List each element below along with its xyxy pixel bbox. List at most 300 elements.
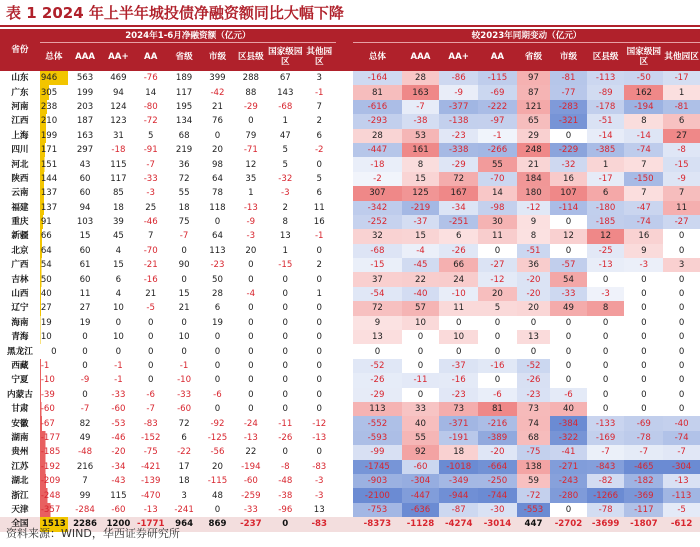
net-financing-cell: 0 <box>115 346 122 357</box>
net-financing-cell: -71 <box>243 145 258 156</box>
net-financing-cell: 17 <box>178 461 190 472</box>
net-financing-cell: 0 <box>248 317 254 328</box>
net-financing-cell: 118 <box>209 202 226 213</box>
yoy-change-cell: 0 <box>565 361 572 371</box>
net-financing-cell: 0 <box>181 317 187 328</box>
yoy-change-cell: -69 <box>624 416 663 430</box>
yoy-change-cell: 11 <box>478 229 517 243</box>
column-gap <box>336 258 353 272</box>
yoy-change-cell: 28 <box>353 129 401 143</box>
yoy-change-cell: -70 <box>478 172 517 186</box>
net-financing-cell: 0 <box>248 116 254 127</box>
table-row <box>0 114 700 128</box>
net-financing-cell: 2 <box>282 202 289 213</box>
table-row <box>0 416 700 430</box>
yoy-change-cell: -29 <box>439 157 478 171</box>
yoy-change-cell: 16 <box>624 229 663 243</box>
net-financing-cell: 36 <box>178 159 190 170</box>
net-financing-cell: -9 <box>80 375 90 386</box>
yoy-change-cell: -3014 <box>478 517 517 531</box>
net-financing-cell: -23 <box>210 260 225 271</box>
net-financing-cell: 0 <box>147 375 154 386</box>
yoy-change-cell: 55 <box>478 157 517 171</box>
net-financing-cell: -1 <box>314 231 324 242</box>
yoy-change-cell: 0 <box>530 317 537 328</box>
yoy-change-cell: 21 <box>517 157 550 171</box>
net-financing-cell: -7 <box>146 404 155 415</box>
net-financing-cell: 0 <box>316 404 322 415</box>
net-financing-cell: 90 <box>178 260 190 271</box>
column-header: 市级 <box>201 43 233 72</box>
column-gap <box>336 100 353 114</box>
net-financing-cell: 10 <box>178 332 190 343</box>
net-financing-cell: 399 <box>209 73 226 84</box>
yoy-change-cell: -98 <box>478 201 517 215</box>
section-header-2024: 2024年1-6月净融资额（亿元） <box>40 29 336 43</box>
column-gap <box>336 517 353 531</box>
yoy-change-cell: 53 <box>402 129 440 143</box>
yoy-change-cell: 73 <box>517 402 550 416</box>
net-financing-cell: -33 <box>143 173 158 184</box>
net-financing-cell: -38 <box>278 490 293 501</box>
net-financing-cell: 98 <box>211 159 223 170</box>
net-financing-cell: 144 <box>40 172 68 186</box>
column-gap <box>336 201 353 215</box>
net-financing-cell: -56 <box>210 447 225 458</box>
net-financing-cell: 117 <box>110 173 127 184</box>
yoy-change-cell: 8 <box>587 301 625 315</box>
yoy-change-cell: -753 <box>353 503 401 517</box>
yoy-change-cell: 0 <box>641 289 647 300</box>
yoy-change-cell: 0 <box>565 245 572 256</box>
yoy-change-cell: -117 <box>624 503 663 517</box>
net-financing-cell: 0 <box>316 303 322 314</box>
net-financing-cell: 72 <box>178 418 190 429</box>
net-financing-cell: 21 <box>145 289 157 300</box>
table-row <box>0 85 700 99</box>
net-financing-cell: 0 <box>316 245 322 256</box>
yoy-change-cell: 8 <box>402 157 440 171</box>
table-row <box>0 330 700 344</box>
column-gap <box>336 460 353 474</box>
net-financing-cell: 563 <box>76 73 94 84</box>
yoy-change-cell: 49 <box>550 301 587 315</box>
yoy-change-cell: -60 <box>402 460 440 474</box>
net-financing-cell: 124 <box>110 101 127 112</box>
net-financing-cell: -70 <box>143 245 158 256</box>
net-financing-cell: 31 <box>112 130 124 141</box>
yoy-change-cell: -293 <box>353 114 401 128</box>
province-cell: 新疆 <box>11 231 29 242</box>
net-financing-cell: 19 <box>211 317 223 328</box>
yoy-change-cell: -72 <box>517 488 550 502</box>
yoy-change-cell: -37 <box>439 359 478 373</box>
yoy-change-cell: 0 <box>417 332 424 343</box>
yoy-change-cell: 0 <box>565 217 572 228</box>
net-financing-cell: 0 <box>147 332 154 343</box>
column-gap <box>336 373 353 387</box>
net-financing-cell: 1513 <box>40 517 68 531</box>
yoy-change-cell: -13 <box>663 474 700 488</box>
net-financing-cell: 18 <box>178 202 190 213</box>
province-cell: 浙江 <box>11 490 29 501</box>
yoy-change-cell: 0 <box>494 245 501 256</box>
net-financing-cell: 0 <box>282 317 289 328</box>
yoy-change-cell: 121 <box>517 100 550 114</box>
yoy-change-cell: -593 <box>353 431 401 445</box>
yoy-change-cell: -944 <box>439 488 478 502</box>
yoy-change-cell: 0 <box>374 346 381 357</box>
net-financing-cell: 238 <box>40 100 68 114</box>
yoy-change-cell: 97 <box>517 71 550 85</box>
net-financing-cell: 28 <box>211 289 223 300</box>
province-cell: 贵州 <box>11 447 29 458</box>
net-financing-cell: 297 <box>76 145 94 156</box>
net-financing-cell: 288 <box>242 73 260 84</box>
yoy-change-cell: -99 <box>353 445 401 459</box>
yoy-change-cell: 28 <box>402 71 440 85</box>
net-financing-cell: -3 <box>246 231 256 242</box>
table-row <box>0 215 700 229</box>
net-financing-cell: -177 <box>40 431 68 445</box>
yoy-change-cell: -182 <box>624 474 663 488</box>
yoy-change-cell: 40 <box>402 416 440 430</box>
yoy-change-cell: -23 <box>439 388 478 402</box>
net-financing-cell: -67 <box>40 416 68 430</box>
yoy-change-cell: -6 <box>550 388 587 402</box>
column-gap <box>336 431 353 445</box>
province-cell: 重庆 <box>11 217 29 228</box>
yoy-change-cell: 36 <box>517 258 550 272</box>
net-financing-cell: 0 <box>268 517 302 531</box>
yoy-change-cell: -52 <box>353 359 401 373</box>
yoy-change-cell: 9 <box>517 215 550 229</box>
yoy-change-cell: -33 <box>550 287 587 301</box>
yoy-change-cell: 11 <box>439 301 478 315</box>
net-financing-cell: -60 <box>111 504 126 515</box>
net-financing-cell: 0 <box>181 274 187 285</box>
province-cell: 上海 <box>11 130 29 141</box>
net-financing-cell: -18 <box>111 145 126 156</box>
yoy-change-cell: -89 <box>587 85 625 99</box>
net-financing-cell: 0 <box>214 332 221 343</box>
column-header: AA+ <box>439 43 478 72</box>
column-header: 省级 <box>517 43 550 72</box>
net-financing-cell: 20 <box>211 145 223 156</box>
net-financing-cell: -194 <box>241 461 261 472</box>
yoy-change-cell: -74 <box>663 431 700 445</box>
net-financing-cell: 199 <box>76 87 94 98</box>
yoy-change-cell: -20 <box>517 287 550 301</box>
net-financing-cell: 0 <box>82 389 88 400</box>
net-financing-cell: 5 <box>282 159 289 170</box>
net-financing-cell: 64 <box>211 231 223 242</box>
yoy-change-cell: -612 <box>663 517 700 531</box>
net-financing-cell: 85 <box>112 188 124 199</box>
net-financing-cell: -48 <box>78 447 93 458</box>
yoy-change-cell: 92 <box>402 445 440 459</box>
net-financing-cell: -2 <box>314 145 324 156</box>
net-financing-cell: -4 <box>246 289 256 300</box>
column-header: 国家级园区 <box>268 43 302 72</box>
province-cell: 四川 <box>11 145 29 156</box>
net-financing-cell: 64 <box>40 244 68 258</box>
net-financing-cell: 1 <box>316 289 322 300</box>
net-financing-cell: 68 <box>178 130 190 141</box>
yoy-change-cell: -133 <box>587 416 625 430</box>
net-financing-cell: -7 <box>80 404 90 415</box>
yoy-change-cell: -18 <box>353 157 401 171</box>
yoy-change-cell: 161 <box>402 143 440 157</box>
net-financing-cell: 469 <box>110 73 127 84</box>
table-row <box>0 143 700 157</box>
net-financing-cell: -6 <box>213 389 222 400</box>
net-financing-cell: 0 <box>248 375 254 386</box>
yoy-change-cell: 10 <box>402 316 440 330</box>
net-financing-cell: 11 <box>79 289 91 300</box>
column-gap <box>336 143 353 157</box>
yoy-change-cell: -50 <box>624 71 663 85</box>
yoy-change-cell: -3699 <box>587 517 625 531</box>
yoy-change-cell: 0 <box>565 504 572 515</box>
yoy-change-cell: 0 <box>565 317 572 328</box>
yoy-change-cell: 65 <box>517 114 550 128</box>
yoy-change-cell: 0 <box>678 317 685 328</box>
yoy-change-cell: 10 <box>439 330 478 344</box>
net-financing-cell: 0 <box>248 332 254 343</box>
net-financing-cell: -115 <box>207 476 228 487</box>
net-financing-cell: 55 <box>178 188 190 199</box>
yoy-change-cell: -322 <box>550 431 587 445</box>
yoy-change-cell: -251 <box>439 215 478 229</box>
net-financing-cell: -259 <box>241 490 261 501</box>
net-financing-cell: 0 <box>181 245 187 256</box>
yoy-change-cell: 0 <box>602 274 609 285</box>
net-financing-cell: -1 <box>114 361 123 371</box>
yoy-change-cell: -185 <box>587 215 625 229</box>
net-financing-cell: 11 <box>313 202 325 213</box>
yoy-change-cell: -26 <box>517 373 550 387</box>
net-financing-cell: 79 <box>245 130 257 141</box>
column-header: 其他园区 <box>303 43 336 72</box>
yoy-change-cell: 24 <box>439 272 478 286</box>
yoy-change-cell: -385 <box>587 143 625 157</box>
yoy-change-cell: -2 <box>353 172 401 186</box>
table-row <box>0 201 700 215</box>
column-header: AA <box>478 43 517 72</box>
column-header: 其他园区 <box>663 43 700 72</box>
net-financing-cell: -80 <box>143 101 158 112</box>
net-financing-cell: -16 <box>143 274 158 285</box>
net-financing-cell: 39 <box>112 217 124 228</box>
yoy-change-cell: 138 <box>517 460 550 474</box>
yoy-change-cell: -7 <box>402 100 440 114</box>
column-header: 国家级园区 <box>624 43 663 72</box>
yoy-change-cell: -115 <box>478 71 517 85</box>
yoy-change-cell: -26 <box>439 244 478 258</box>
net-financing-cell: 43 <box>79 159 91 170</box>
yoy-change-cell: 0 <box>565 332 572 343</box>
net-financing-cell: 151 <box>40 157 68 171</box>
yoy-change-cell: 8 <box>624 114 663 128</box>
net-financing-cell: -43 <box>111 476 126 487</box>
yoy-change-cell: 0 <box>530 346 537 357</box>
net-financing-cell: 7 <box>82 476 88 487</box>
yoy-change-cell: -13 <box>587 258 625 272</box>
province-cell: 吉林 <box>11 274 29 285</box>
yoy-change-cell: 307 <box>353 186 401 200</box>
net-financing-cell: -3 <box>281 188 290 199</box>
yoy-change-cell: -7 <box>587 445 625 459</box>
yoy-change-cell: 0 <box>678 361 685 371</box>
yoy-change-cell: 5 <box>478 301 517 315</box>
net-financing-cell: 0 <box>316 274 322 285</box>
column-gap <box>336 29 353 71</box>
yoy-change-cell: -74 <box>624 215 663 229</box>
net-financing-cell: -92 <box>210 418 225 429</box>
title-divider <box>0 25 700 27</box>
net-financing-cell: 20 <box>211 461 223 472</box>
yoy-change-cell: -8373 <box>353 517 401 531</box>
net-financing-cell: -60 <box>177 404 192 415</box>
net-financing-cell: -13 <box>143 504 158 515</box>
net-financing-cell: 6 <box>115 274 122 285</box>
table-row <box>0 373 700 387</box>
section-header-yoy: 较2023年同期变动（亿元） <box>353 29 700 43</box>
yoy-change-cell: -1807 <box>624 517 663 531</box>
net-financing-cell: 137 <box>40 186 68 200</box>
net-financing-cell: 0 <box>82 332 88 343</box>
province-cell: 安徽 <box>11 418 29 429</box>
net-financing-cell: -34 <box>111 461 126 472</box>
column-gap <box>336 172 353 186</box>
yoy-change-cell: -114 <box>550 201 587 215</box>
province-cell: 甘肃 <box>11 404 29 415</box>
yoy-change-cell: -266 <box>478 143 517 157</box>
net-financing-cell: 0 <box>282 389 289 400</box>
net-financing-cell: 946 <box>40 71 68 85</box>
net-financing-cell: 964 <box>167 517 201 531</box>
net-financing-cell: -13 <box>243 432 258 443</box>
yoy-change-cell: 0 <box>494 346 501 357</box>
yoy-change-cell: -1745 <box>353 460 401 474</box>
yoy-change-cell: -78 <box>624 431 663 445</box>
yoy-change-cell: -7 <box>663 445 700 459</box>
province-cell: 湖南 <box>11 432 29 443</box>
yoy-change-cell: 13 <box>353 330 401 344</box>
net-financing-cell: -152 <box>140 432 161 443</box>
yoy-change-cell: 0 <box>602 361 609 371</box>
table-row <box>0 488 700 502</box>
net-financing-cell: 0 <box>316 159 322 170</box>
yoy-change-cell: 0 <box>494 332 501 343</box>
yoy-change-cell: -45 <box>402 258 440 272</box>
yoy-change-cell: -68 <box>353 244 401 258</box>
yoy-change-cell: -12 <box>478 272 517 286</box>
net-financing-cell: -96 <box>278 504 293 515</box>
net-financing-cell: 1 <box>282 245 289 256</box>
yoy-change-cell: -180 <box>587 201 625 215</box>
yoy-change-cell: 14 <box>478 186 517 200</box>
yoy-change-cell: -280 <box>550 488 587 502</box>
net-financing-cell: -10 <box>40 373 68 387</box>
yoy-change-cell: -51 <box>587 114 625 128</box>
yoy-change-cell: 0 <box>602 404 609 415</box>
net-financing-cell: 0 <box>248 260 254 271</box>
yoy-change-cell: 74 <box>517 416 550 430</box>
column-gap <box>336 301 353 315</box>
net-financing-cell: -125 <box>207 432 228 443</box>
net-financing-cell: 60 <box>79 245 91 256</box>
yoy-change-cell: 18 <box>439 445 478 459</box>
yoy-change-cell: -636 <box>402 503 440 517</box>
net-financing-cell: 5 <box>282 145 289 156</box>
net-financing-cell: 0 <box>248 274 254 285</box>
yoy-change-cell: 6 <box>439 229 478 243</box>
yoy-change-cell: 27 <box>663 129 700 143</box>
column-gap <box>336 445 353 459</box>
yoy-change-cell: -616 <box>353 100 401 114</box>
yoy-change-cell: -3 <box>587 287 625 301</box>
yoy-change-cell: -3 <box>624 258 663 272</box>
yoy-change-cell: -69 <box>478 85 517 99</box>
table-row <box>0 344 700 358</box>
yoy-change-cell: 0 <box>455 317 462 328</box>
yoy-change-cell: 0 <box>678 289 685 300</box>
table-body <box>0 71 700 532</box>
yoy-change-cell: -252 <box>353 215 401 229</box>
yoy-change-cell: 184 <box>517 172 550 186</box>
net-financing-cell: -9 <box>246 217 256 228</box>
yoy-change-cell: 6 <box>587 186 625 200</box>
yoy-change-cell: -25 <box>587 244 625 258</box>
net-financing-cell: 0 <box>214 217 221 228</box>
yoy-change-cell: 0 <box>641 303 647 314</box>
net-financing-cell: 0 <box>248 303 254 314</box>
yoy-change-cell: 7 <box>624 157 663 171</box>
net-financing-cell: -3 <box>314 476 324 487</box>
yoy-change-cell: 0 <box>455 346 462 357</box>
yoy-change-cell: -32 <box>550 157 587 171</box>
table-row <box>0 129 700 143</box>
yoy-change-cell: 0 <box>641 389 647 400</box>
yoy-change-cell: -4274 <box>439 517 478 531</box>
yoy-change-cell: -371 <box>439 416 478 430</box>
yoy-change-cell: -283 <box>550 100 587 114</box>
province-cell: 江西 <box>11 116 29 127</box>
net-financing-cell: 0 <box>51 346 57 357</box>
province-cell: 宁夏 <box>11 375 29 386</box>
net-financing-cell: -284 <box>75 504 95 515</box>
net-financing-cell: 76 <box>211 116 223 127</box>
yoy-change-cell: 20 <box>517 301 550 315</box>
net-financing-cell: -185 <box>40 445 68 459</box>
net-financing-cell: 115 <box>110 490 127 501</box>
table-row <box>0 474 700 488</box>
net-financing-cell: -3 <box>314 490 324 501</box>
net-financing-cell: 27 <box>40 301 68 315</box>
yoy-change-cell: -216 <box>478 416 517 430</box>
net-financing-cell: 88 <box>245 87 257 98</box>
yoy-change-cell: 163 <box>402 85 440 99</box>
net-financing-cell: 1200 <box>102 517 134 531</box>
table-row <box>0 100 700 114</box>
net-financing-cell: 21 <box>211 101 223 112</box>
yoy-change-cell: -14 <box>624 129 663 143</box>
net-financing-cell: 14 <box>145 87 157 98</box>
net-financing-cell: 0 <box>82 361 88 371</box>
yoy-change-cell: 12 <box>550 229 587 243</box>
